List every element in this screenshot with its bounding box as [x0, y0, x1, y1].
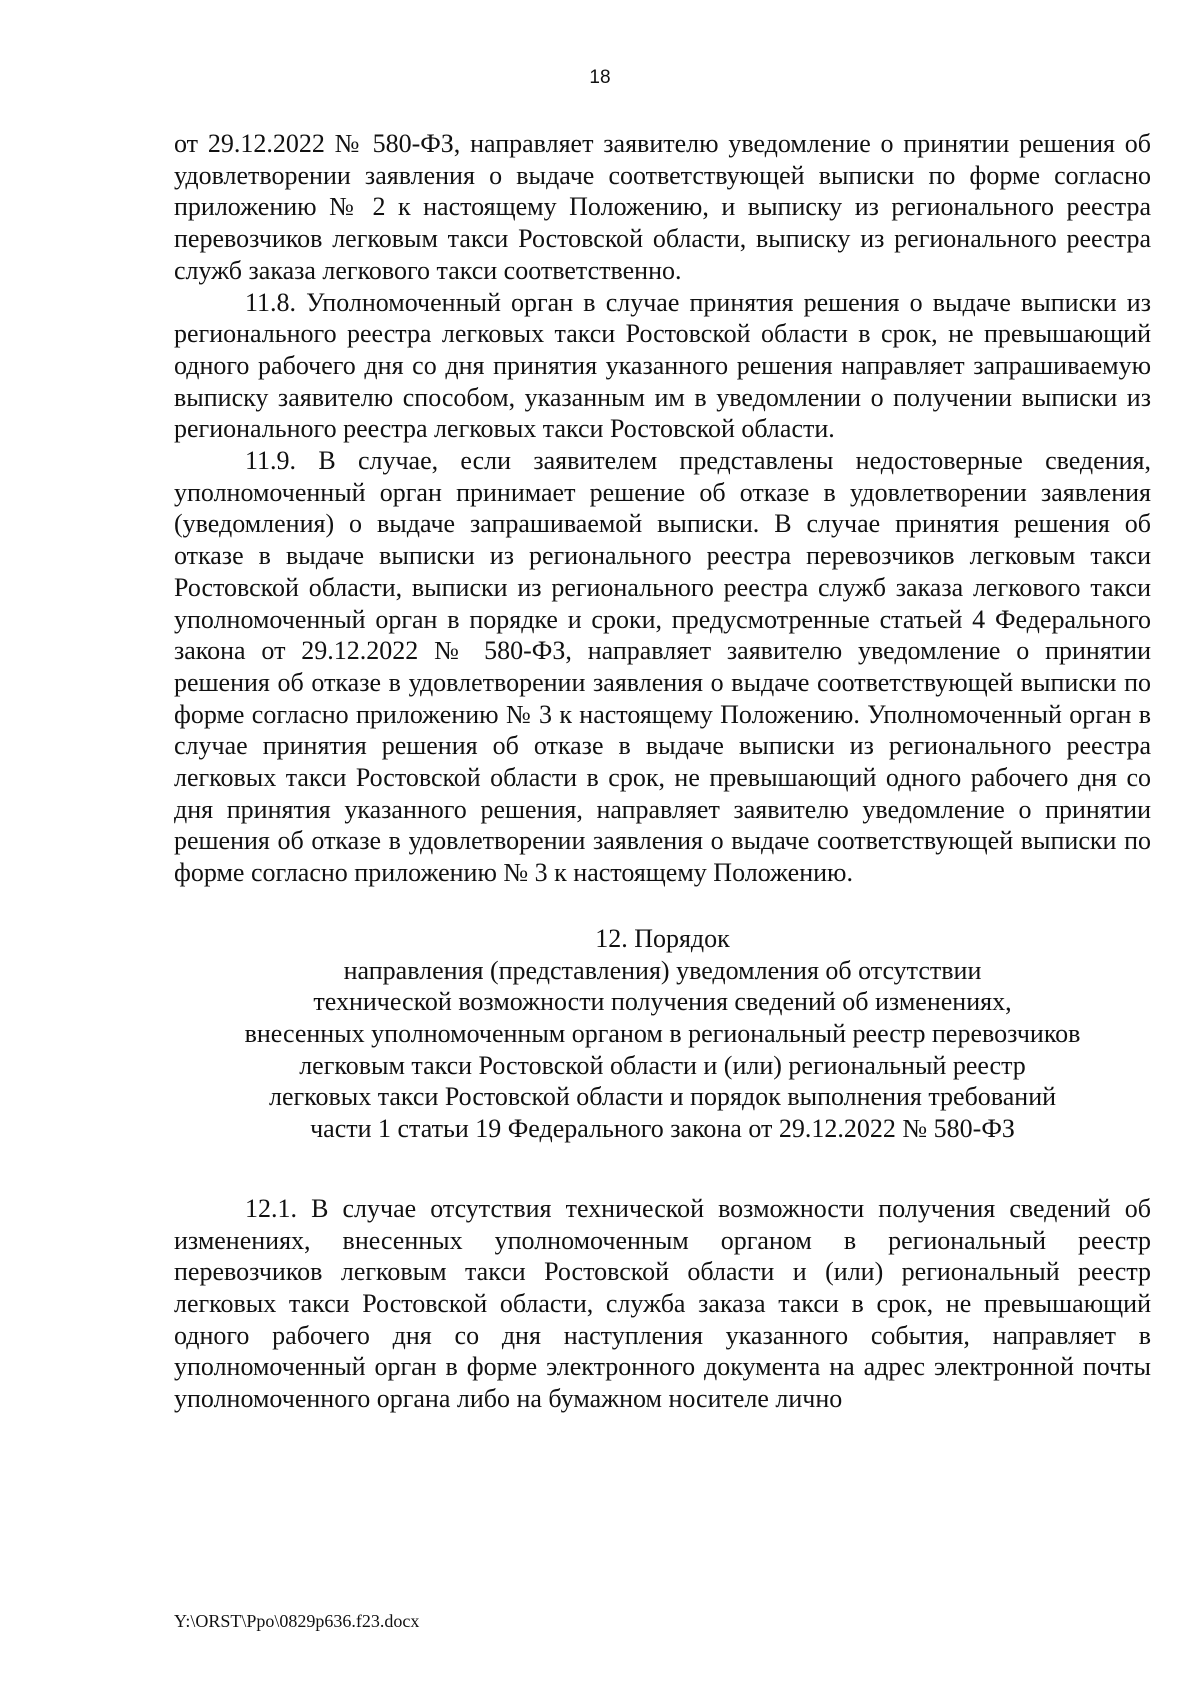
section-title-line: части 1 статьи 19 Федерального закона от 29.12.2022 № 580-ФЗ [310, 1114, 1015, 1144]
section-heading: 12. Порядок [595, 923, 730, 953]
section-title-line: внесенных уполномоченным органом в региональный реестр перевозчиков [244, 1018, 1081, 1048]
section-title-line: направления (представления) уведомления об отсутствии [343, 955, 982, 985]
document-body [174, 128, 1151, 1415]
section-title-line: легковым такси Ростовской области и (или) региональный реестр [299, 1050, 1026, 1080]
paragraph-11-8: 11.8. Уполномоченный орган в случае принятия решения о выдаче выписки из регионального реестра легковых такси Ростовской области в срок, не превышающий одного рабочего дня со дня принятия указанного решения направляет запрашиваемую выписку заявителю способом, указанным им в уведомлении о получении выписки из регионального реестра легковых такси Ростовской области. [174, 287, 1151, 444]
paragraph-12-1: 12.1. В случае отсутствия технической возможности получения сведений об изменениях, внесенных уполномоченным органом в региональный реестр перевозчиков легковым такси Ростовской области и (или) региональный реестр легковых такси Ростовской области, служба заказа такси в срок, не превышающий одного рабочего дня со дня наступления указанного события, направляет в уполномоченный орган в форме электронного документа на адрес электронной почты уполномоченного органа либо на бумажном носителе лично [174, 1193, 1151, 1414]
page-number: 18 [589, 67, 611, 88]
section-title-line: технической возможности получения сведений об изменениях, [313, 987, 1012, 1017]
section-title-line: легковых такси Ростовской области и порядок выполнения требований [268, 1082, 1057, 1112]
section-spacer [174, 1145, 1151, 1193]
footer-file-path: Y:\ORST\Ppo\0829p636.f23.docx [174, 1611, 420, 1631]
paragraph-continuation: от 29.12.2022 № 580-ФЗ, направляет заявителю уведомление о принятии решения об удовлетворении заявления о выдаче соответствующей выписки по форме согласно приложению № 2 к настоящему Положению, и выписку из регионального реестра перевозчиков легковым такси Ростовской области, выписку из регионального реестра служб заказа легкового такси соответственно. [174, 129, 1151, 285]
section-12-title [174, 923, 1151, 1145]
paragraph-11-9: 11.9. В случае, если заявителем представлены недостоверные сведения, уполномоченный орган принимает решение об отказе в удовлетворении заявления (уведомления) о выдаче запрашиваемой выписки. В случае принятия решения об отказе в выдаче выписки из регионального реестра перевозчиков легковым такси Ростовской области, выписки из регионального реестра служб заказа легкового такси уполномоченный орган в порядке и сроки, предусмотренные статьей 4 Федерального закона от 29.12.2022 № 580-ФЗ, направляет заявителю уведомление о принятии решения об отказе в удовлетворении заявления о выдаче соответствующей выписки по форме согласно приложению № 3 к настоящему Положению. Уполномоченный орган в случае принятия решения об отказе в выдаче выписки из регионального реестра легковых такси Ростовской области в срок, не превышающий одного рабочего дня со дня принятия указанного решения, направляет заявителю уведомление о принятии решения об отказе в удовлетворении заявления о выдаче соответствующей выписки по форме согласно приложению № 3 к настоящему Положению. [174, 446, 1151, 888]
